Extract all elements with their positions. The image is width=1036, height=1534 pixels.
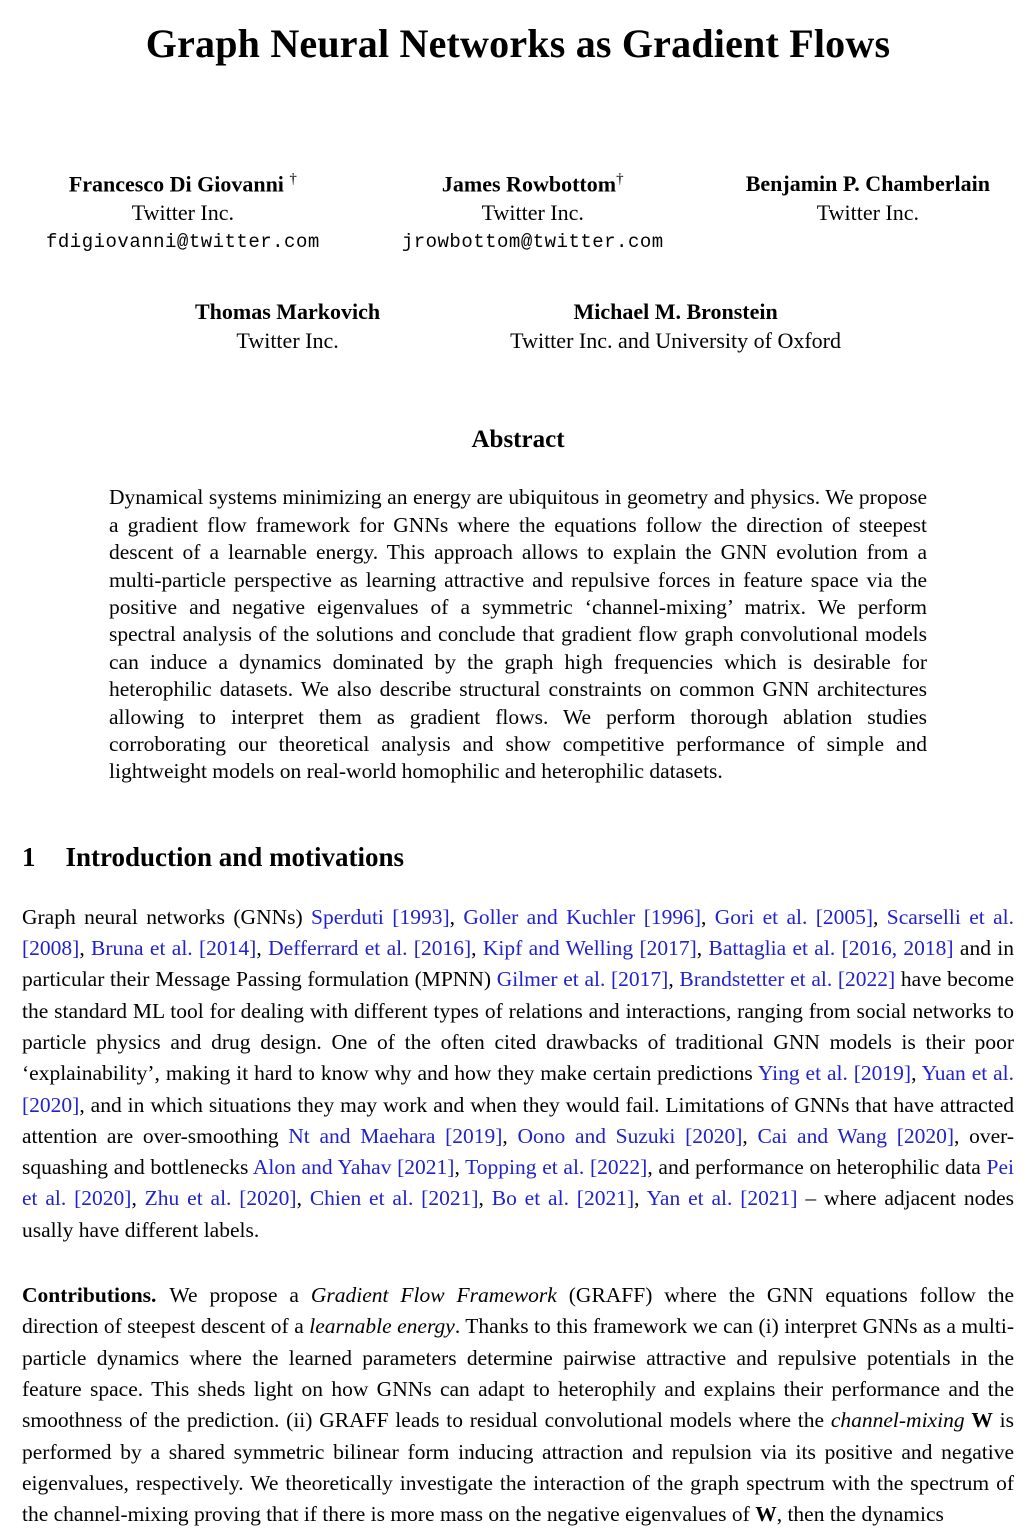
text-run: , over-squashing and bottlenecks <box>22 1123 1015 1180</box>
text-run: , <box>478 1186 492 1211</box>
section-number: 1 <box>22 841 36 872</box>
author-name-text: James Rowbottom <box>441 171 617 197</box>
intro-paragraph <box>22 902 1014 1246</box>
text-run: , <box>296 1186 310 1211</box>
author-name <box>195 299 380 325</box>
authors-row-2 <box>0 299 1036 354</box>
text-run: , <box>873 904 887 929</box>
author-name <box>46 171 320 197</box>
author-affiliation: Twitter Inc. <box>131 200 235 226</box>
text-run: , <box>471 936 483 961</box>
author-name-text: Thomas Markovich <box>194 299 381 325</box>
text-run: Graph neural networks (GNNs) <box>22 904 312 929</box>
author-affiliation: Twitter Inc. and University of Oxford <box>510 328 841 354</box>
citation-link[interactable]: Zhu et al. [2020] <box>144 1186 297 1211</box>
text-run: , <box>79 936 92 961</box>
citation-link[interactable]: Gori et al. [2005] <box>714 904 874 929</box>
text-run: is performed by a shared symmetric bilinear form inducing attraction and repulsion via its positive and negative eigenvalues, respectively. We theoretically investigate the interaction of the graph spectrum with the spectrum of the channel-mixing proving that if there is more mass on the negative eigenvalues of <box>22 1408 1014 1527</box>
citation-link[interactable]: Sperduti [1993] <box>311 904 450 929</box>
text-run: , <box>454 1155 466 1180</box>
citation-link[interactable]: Pei et al. [2020] <box>22 1155 1014 1211</box>
author-affiliation: Twitter Inc. <box>481 200 584 226</box>
citation-link[interactable]: Chien et al. [2021] <box>309 1186 479 1211</box>
author-block-rowbottom <box>402 171 664 253</box>
section-1-heading <box>22 842 1036 873</box>
text-run: , and performance on heterophilic data <box>647 1155 987 1180</box>
author-name-text: Benjamin P. Chamberlain <box>745 171 990 196</box>
author-name <box>746 171 990 197</box>
text-run: W <box>755 1502 777 1527</box>
citation-link[interactable]: Ying et al. [2019] <box>757 1061 912 1086</box>
author-email: jrowbottom@twitter.com <box>401 231 664 254</box>
citation-link[interactable]: Oono and Suzuki [2020] <box>517 1123 743 1148</box>
citation-link[interactable]: Scarselli et al. [2008] <box>22 904 1014 961</box>
citation-link[interactable]: Gilmer et al. [2017] <box>496 967 669 992</box>
contributions-paragraph <box>22 1280 1014 1530</box>
citation-link[interactable]: Brandstetter et al. [2022] <box>679 967 896 992</box>
paper-title: Graph Neural Networks as Gradient Flows <box>145 21 891 66</box>
author-name <box>510 299 841 325</box>
author-block-bronstein <box>510 299 841 354</box>
citation-link[interactable]: Goller and Kuchler [1996] <box>463 904 702 929</box>
abstract-text: Dynamical systems minimizing an energy are ubiquitous in geometry and physics. We propose a gradient flow framework for GNNs where the equations follow the direction of steepest descent of a learnable energy. This approach allows to explain the GNN evolution from a multi-particle perspective as learning attractive and repulsive forces in feature space via the positive and negative eigenvalues of a symmetric ‘channel-mixing’ matrix. We perform spectral analysis of the solutions and conclude that gradient flow graph convolutional models can induce a dynamics dominated by the graph high frequencies which is desirable for heterophilic datasets. We also describe structural constraints on common GNN architectures allowing to interpret them as gradient flows. We perform thorough ablation studies corroborating our theoretical analysis and show competitive performance of simple and lightweight models on real-world homophilic and heterophilic datasets. <box>109 485 927 784</box>
citation-link[interactable]: Yan et al. [2021] <box>646 1186 798 1211</box>
text-run: , <box>668 967 680 992</box>
citation-link[interactable]: Alon and Yahav [2021] <box>252 1155 455 1180</box>
text-run: , <box>696 936 709 961</box>
text-run: We propose a <box>169 1283 311 1308</box>
citation-link[interactable]: Bo et al. [2021] <box>491 1186 635 1211</box>
text-run: have become the standard ML tool for dealing with different types of relations and interactions, ranging from social networks to particle physics and drug design. One of the often cited drawbacks of traditional GNN models is their poor ‘explainability’, making it hard to know why and how they make certain predictions <box>22 967 1014 1086</box>
dagger-footnote-mark: † <box>289 171 297 187</box>
text-run: , <box>634 1186 647 1211</box>
author-affiliation: Twitter Inc. <box>236 328 339 354</box>
text-run: , <box>131 1186 145 1211</box>
author-block-markovich <box>195 299 380 354</box>
text-run: , <box>502 1123 518 1148</box>
author-block-di-giovanni <box>46 171 320 253</box>
text-run: W <box>971 1408 993 1433</box>
text-run: , <box>911 1061 922 1086</box>
author-affiliation: Twitter Inc. <box>816 200 920 225</box>
text-run: and in particular their Message Passing formulation (MPNN) <box>22 936 1015 992</box>
text-run: learnable energy <box>309 1314 455 1339</box>
text-run: channel-mixing <box>830 1408 965 1433</box>
text-run: (GRAFF) where the GNN equations follow the direction of steepest descent of a <box>22 1283 1014 1339</box>
citation-link[interactable]: Yuan et al. [2020] <box>22 1061 1015 1117</box>
text-run: , <box>256 936 269 961</box>
text-run: , and in which situations they may work and when they would fail. Limitations of GNNs that have attracted attention are over-smoothing <box>22 1092 1014 1148</box>
author-name <box>402 171 664 197</box>
text-run: . Thanks to this framework we can (i) interpret GNNs as a multi-particle dynamics where the learned parameters determine pairwise attractive and repulsive potentials in the feature space. This sheds light on how GNNs can adapt to heterophily and explains their performance and the smoothness of the prediction. (ii) GRAFF leads to residual convolutional models where the <box>22 1314 1014 1433</box>
dagger-footnote-mark: † <box>616 171 624 187</box>
citation-link[interactable]: Nt and Maehara [2019] <box>288 1123 503 1148</box>
citation-link[interactable]: Cai and Wang [2020] <box>757 1123 955 1148</box>
citation-link[interactable]: Bruna et al. [2014] <box>91 936 257 961</box>
text-run: , then the dynamics <box>776 1502 944 1527</box>
text-run: , <box>449 904 464 929</box>
citation-link[interactable]: Battaglia et al. [2016, 2018] <box>708 936 954 961</box>
authors-row-1 <box>0 171 1036 253</box>
citation-link[interactable]: Topping et al. [2022] <box>465 1155 648 1180</box>
author-name-text: Francesco Di Giovanni <box>68 171 290 197</box>
text-run: , <box>701 904 715 929</box>
text-run: , <box>742 1123 758 1148</box>
citation-link[interactable]: Kipf and Welling [2017] <box>482 936 697 961</box>
text-run: – where adjacent nodes usally have different labels. <box>22 1186 1014 1242</box>
citation-link[interactable]: Defferrard et al. [2016] <box>268 936 472 961</box>
text-run: Gradient Flow Framework <box>310 1283 557 1308</box>
text-run: Contributions. <box>22 1283 157 1308</box>
section-title: Introduction and motivations <box>65 841 405 872</box>
author-block-chamberlain <box>746 171 990 253</box>
author-email: fdigiovanni@twitter.com <box>46 231 320 254</box>
author-name-text: Michael M. Bronstein <box>573 299 778 325</box>
abstract-heading: Abstract <box>471 426 565 454</box>
